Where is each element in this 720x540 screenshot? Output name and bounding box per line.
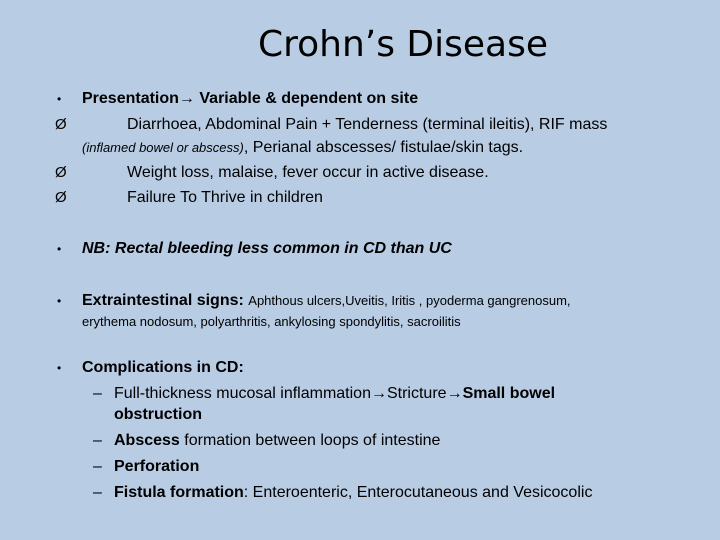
presentation-label: Presentation (82, 90, 179, 107)
bullet-dot: • (57, 361, 62, 375)
right-arrow-icon: → (178, 90, 195, 107)
dash-marker: – (93, 385, 102, 402)
extraintestinal-line1: Aphthous ulcers,Uveitis, Iritis , pyoderma gangrenosum, (248, 293, 571, 308)
slide-title: Crohn’s Disease (257, 24, 549, 65)
dash-marker: – (93, 458, 102, 475)
right-arrow-icon: → (446, 385, 463, 402)
bullet-dot: • (57, 294, 62, 308)
presentation-text (82, 89, 418, 109)
arrow-bullet-icon: Ø (55, 116, 67, 133)
arrow-bullet-icon: Ø (55, 189, 67, 206)
dash-marker: – (93, 484, 102, 501)
nb-text: NB: Rectal bleeding less common in CD than UC (82, 240, 452, 257)
presentation-value: Variable & dependent on site (199, 90, 419, 107)
dash-marker: – (93, 432, 102, 449)
extraintestinal-line2: erythema nodosum, polyarthritis, ankylosing spondylitis, sacroilitis (82, 314, 461, 329)
bullet-dot: • (57, 92, 62, 106)
inflamed-note: (inflamed bowel or abscess) (82, 140, 244, 155)
bullet-dot: • (57, 242, 62, 256)
complications-heading: Complications in CD: (82, 359, 244, 376)
arrow-bullet-icon: Ø (55, 164, 67, 181)
extraintestinal-label: Extraintestinal signs: (82, 292, 244, 309)
right-arrow-icon: → (370, 385, 387, 402)
